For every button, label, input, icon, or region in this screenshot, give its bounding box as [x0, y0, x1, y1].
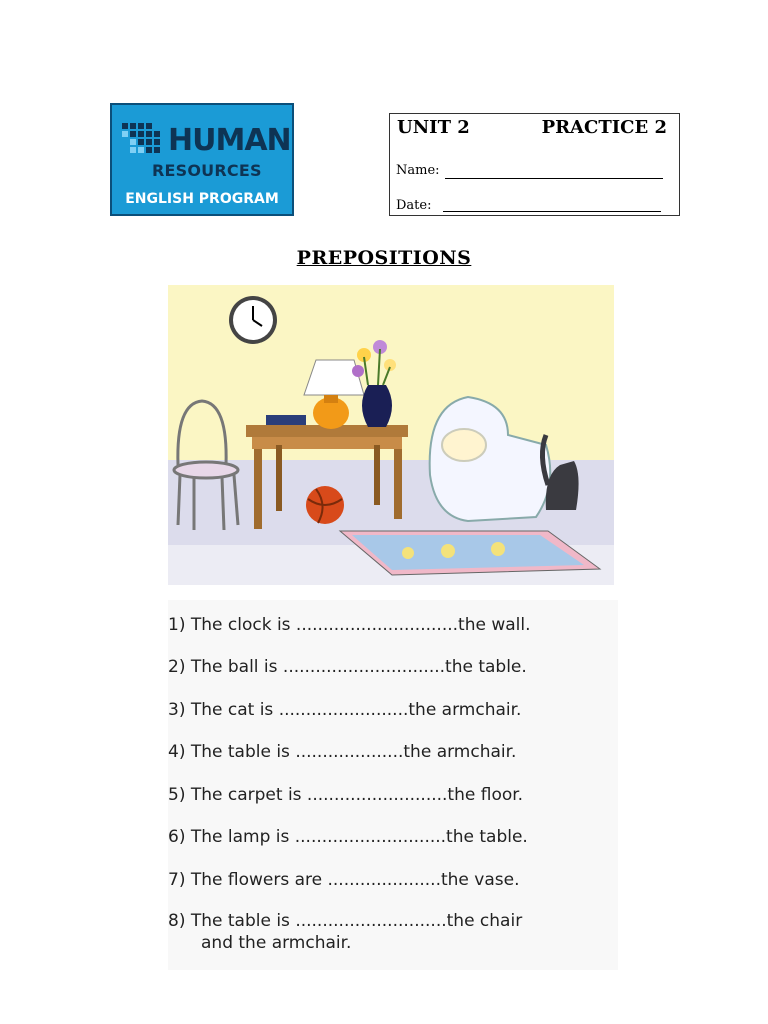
name-field[interactable] [445, 178, 663, 179]
unit-label: UNIT 2 [397, 117, 470, 138]
exercise-list [168, 600, 618, 970]
page-title: PREPOSITIONS [296, 247, 472, 269]
clock-icon [229, 296, 277, 344]
room-illustration [168, 285, 614, 585]
question-4: 4) The table is ....................the armchair. [168, 742, 517, 762]
logo-line-human: HUMAN [168, 123, 291, 158]
question-3: 3) The cat is ........................the armchair. [168, 700, 522, 720]
worksheet-header [389, 113, 680, 216]
name-label: Name: [396, 163, 440, 178]
date-label: Date: [396, 198, 432, 213]
question-5: 5) The carpet is ..........................the floor. [168, 785, 524, 805]
date-field[interactable] [443, 211, 661, 212]
question-8: 8) The table is ............................the chair [168, 911, 523, 931]
book-icon [266, 415, 306, 425]
question-6: 6) The lamp is ............................the table. [168, 827, 528, 847]
question-7: 7) The flowers are .....................the vase. [168, 870, 520, 890]
logo-line-resources: RESOURCES [152, 161, 262, 180]
question-2: 2) The ball is ..............................the table. [168, 657, 527, 677]
question-8-continued: and the armchair. [201, 933, 352, 953]
human-resources-logo [110, 103, 294, 216]
ball-icon [306, 486, 344, 524]
question-1: 1) The clock is ..............................the wall. [168, 615, 531, 635]
logo-line-program: ENGLISH PROGRAM [125, 191, 279, 207]
practice-label: PRACTICE 2 [541, 117, 667, 138]
